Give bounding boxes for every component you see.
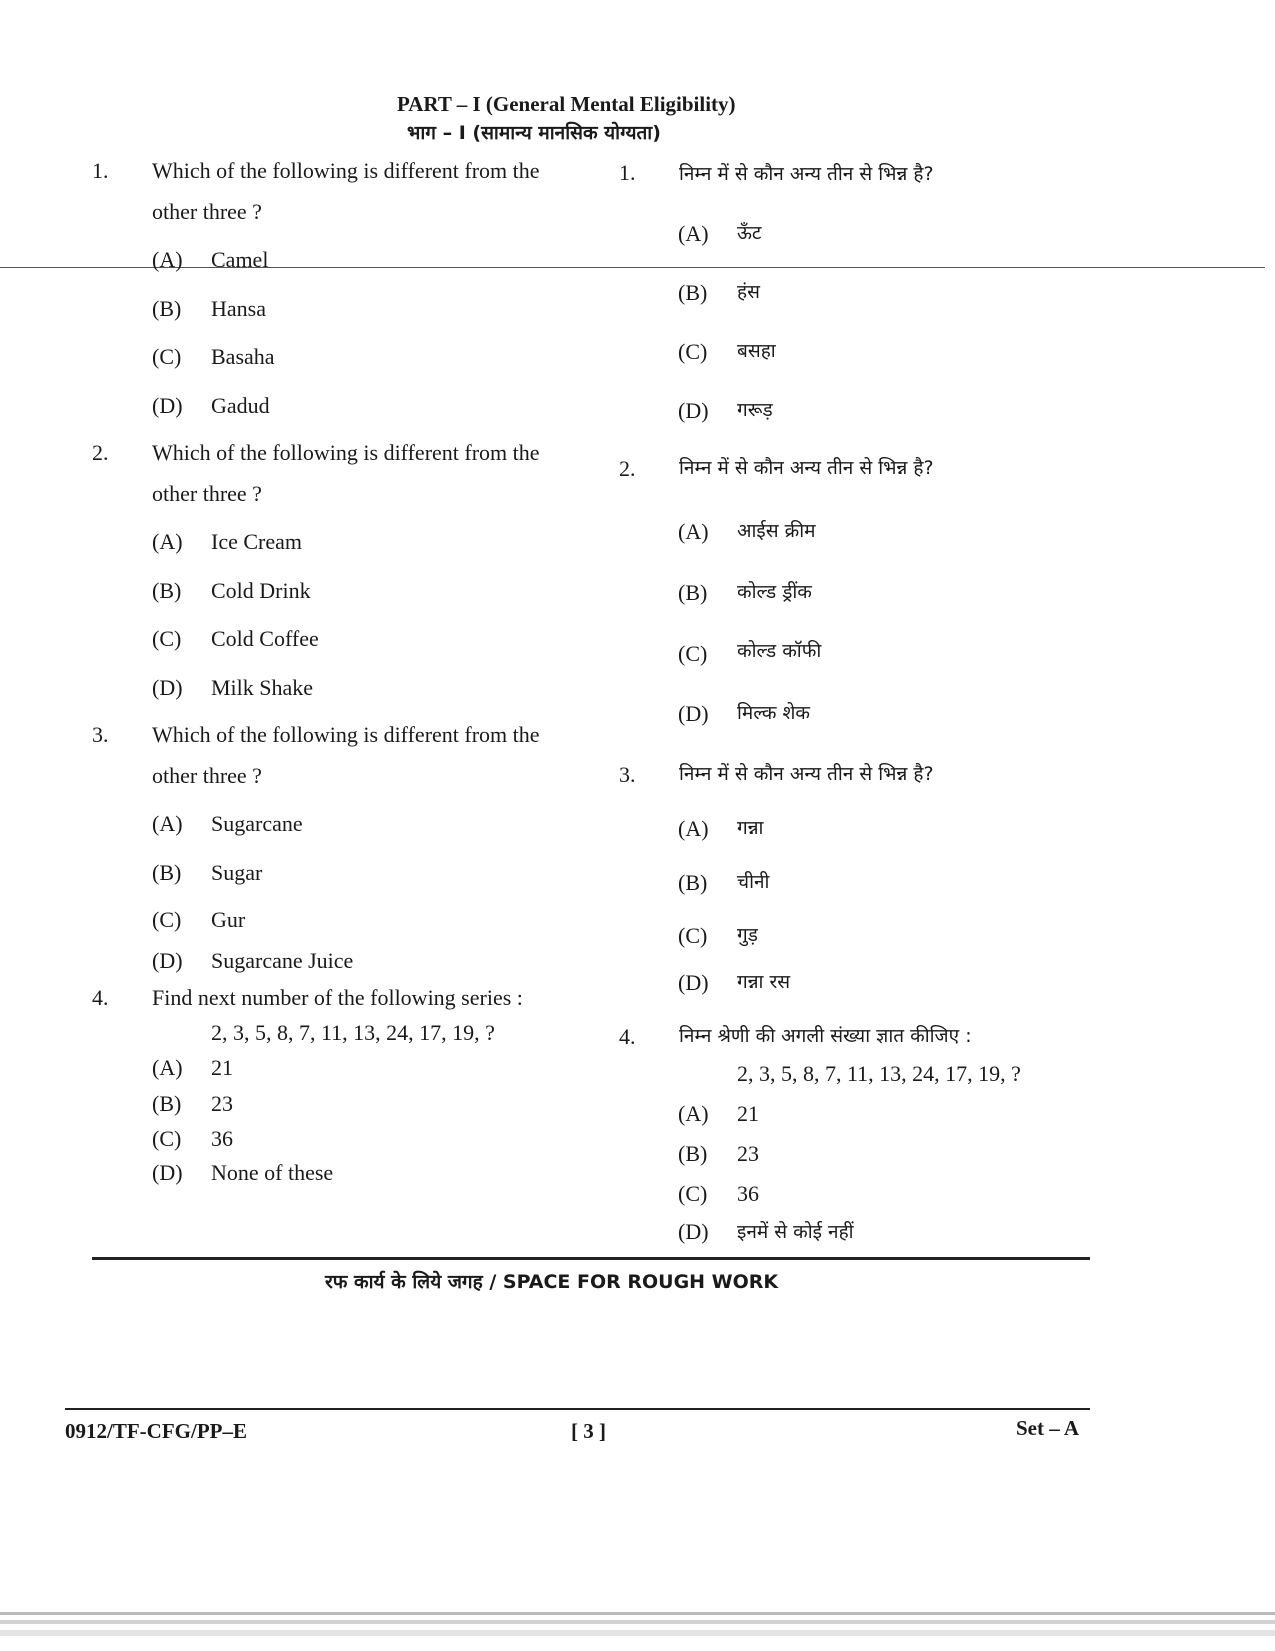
question-number: 2.	[92, 440, 109, 465]
set-label: Set – A	[1016, 1416, 1079, 1440]
option-letter: (A)	[152, 529, 183, 554]
question-number: 3.	[92, 722, 109, 747]
option-text: चीनी	[737, 871, 770, 893]
option-letter: (C)	[152, 907, 182, 932]
option-letter: (D)	[152, 675, 183, 700]
part-title-hindi: भाग – I (सामान्य मानसिक योग्यता)	[407, 122, 661, 144]
option-text: 23	[211, 1091, 233, 1116]
option-letter: (C)	[152, 1126, 182, 1151]
option-text: आईस क्रीम	[737, 520, 816, 542]
option-letter: (C)	[678, 339, 708, 364]
option-letter: (C)	[678, 1181, 708, 1206]
option-text: 21	[211, 1055, 233, 1080]
option-text: Gadud	[211, 393, 270, 418]
option-text: Sugarcane	[211, 811, 303, 836]
option-text: मिल्क शेक	[737, 702, 810, 724]
option-text: हंस	[737, 281, 760, 303]
question-text: निम्न श्रेणी की अगली संख्या ज्ञात कीजिए :	[679, 1025, 972, 1047]
option-letter: (B)	[678, 1141, 708, 1166]
option-text: Sugar	[211, 860, 263, 885]
option-letter: (C)	[678, 641, 708, 666]
rough-work-heading: रफ कार्य के लिये जगह / SPACE FOR ROUGH WORK	[325, 1271, 779, 1293]
option-letter: (B)	[678, 280, 708, 305]
option-letter: (C)	[152, 626, 182, 651]
question-text: Which of the following is different from the	[152, 722, 540, 747]
option-letter: (A)	[678, 1101, 709, 1126]
question-text: Which of the following is different from the	[152, 158, 540, 183]
question-number: 1.	[92, 158, 109, 183]
option-letter: (D)	[678, 701, 709, 726]
question-text: निम्न में से कौन अन्य तीन से भिन्न है?	[679, 763, 934, 785]
scan-edge	[0, 1620, 1275, 1624]
question-number: 2.	[619, 456, 636, 481]
question-text-cont: other three ?	[152, 763, 262, 788]
question-text-cont: other three ?	[152, 481, 262, 506]
option-letter: (D)	[152, 393, 183, 418]
option-letter: (B)	[152, 578, 182, 603]
option-letter: (B)	[152, 860, 182, 885]
scan-edge	[0, 1630, 1275, 1636]
option-letter: (B)	[678, 870, 708, 895]
option-letter: (B)	[678, 580, 708, 605]
part-title-english: PART – I (General Mental Eligibility)	[397, 92, 736, 116]
option-letter: (A)	[152, 811, 183, 836]
question-number: 3.	[619, 762, 636, 787]
scan-line	[0, 267, 1265, 268]
option-text: गरूड़	[737, 399, 773, 421]
question-text-cont: other three ?	[152, 199, 262, 224]
footer-rule	[65, 1408, 1090, 1410]
option-letter: (C)	[152, 344, 182, 369]
question-text: Which of the following is different from the	[152, 440, 540, 465]
option-letter: (D)	[678, 970, 709, 995]
option-text: Gur	[211, 907, 246, 932]
option-text: 23	[737, 1141, 759, 1166]
option-letter: (A)	[678, 519, 709, 544]
option-letter: (D)	[152, 948, 183, 973]
option-text: 36	[737, 1181, 759, 1206]
option-text: गुड़	[737, 924, 758, 946]
option-letter: (A)	[152, 247, 183, 272]
option-text: Camel	[211, 247, 269, 272]
option-text: Sugarcane Juice	[211, 948, 354, 973]
question-number: 4.	[619, 1024, 636, 1049]
page-number: [ 3 ]	[571, 1419, 606, 1443]
option-letter: (D)	[152, 1160, 183, 1185]
option-letter: (A)	[678, 816, 709, 841]
option-text: Milk Shake	[211, 675, 314, 700]
option-text: Cold Drink	[211, 578, 311, 603]
question-number: 1.	[619, 160, 636, 185]
option-letter: (B)	[152, 296, 182, 321]
option-text: इनमें से कोई नहीं	[737, 1221, 854, 1243]
question-text: निम्न में से कौन अन्य तीन से भिन्न है?	[679, 163, 934, 185]
question-text: Find next number of the following series :	[152, 985, 523, 1010]
option-text: Hansa	[211, 296, 266, 321]
option-text: None of these	[211, 1160, 334, 1185]
question-text: निम्न में से कौन अन्य तीन से भिन्न है?	[679, 457, 934, 479]
option-letter: (B)	[152, 1091, 182, 1116]
option-text: 21	[737, 1101, 759, 1126]
rough-work-top-rule	[92, 1257, 1090, 1260]
paper-code: 0912/TF-CFG/PP–E	[65, 1419, 247, 1443]
option-text: कोल्ड कॉफी	[737, 640, 822, 662]
number-series: 2, 3, 5, 8, 7, 11, 13, 24, 17, 19, ?	[737, 1061, 1021, 1086]
scan-edge	[0, 1612, 1275, 1615]
option-letter: (D)	[678, 398, 709, 423]
option-text: गन्ना रस	[737, 971, 791, 993]
option-text: ऊँट	[737, 222, 762, 244]
option-text: Ice Cream	[211, 529, 302, 554]
option-text: गन्ना	[737, 817, 764, 839]
option-letter: (A)	[678, 221, 709, 246]
option-text: बसहा	[737, 340, 776, 362]
option-text: कोल्ड ड्रींक	[737, 581, 812, 603]
option-letter: (A)	[152, 1055, 183, 1080]
option-text: Cold Coffee	[211, 626, 319, 651]
option-text: 36	[211, 1126, 233, 1151]
option-text: Basaha	[211, 344, 275, 369]
option-letter: (D)	[678, 1219, 709, 1244]
option-letter: (C)	[678, 923, 708, 948]
number-series: 2, 3, 5, 8, 7, 11, 13, 24, 17, 19, ?	[211, 1020, 495, 1045]
question-number: 4.	[92, 985, 109, 1010]
